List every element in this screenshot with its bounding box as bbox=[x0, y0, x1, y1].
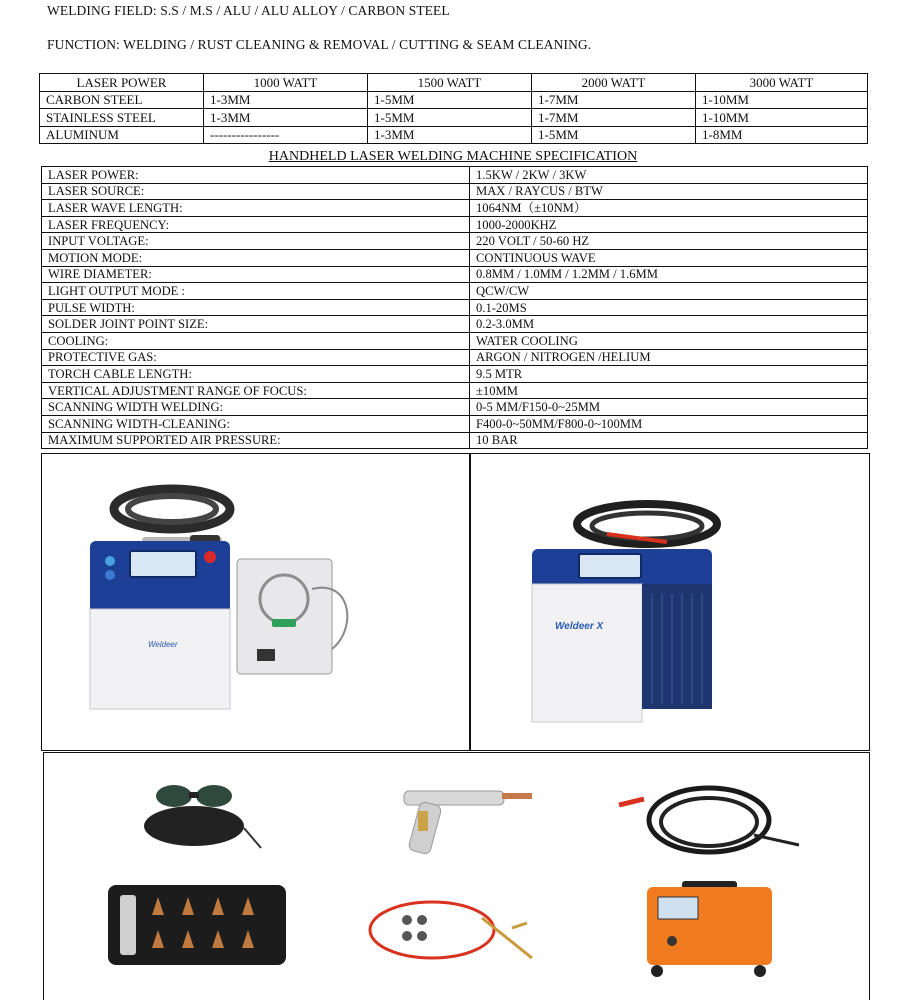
spec-value: 9.5 MTR bbox=[470, 366, 868, 383]
spec-value: 0.8MM / 1.0MM / 1.2MM / 1.6MM bbox=[470, 266, 868, 283]
thickness-cell: 1-7MM bbox=[532, 91, 696, 109]
spec-row bbox=[42, 200, 868, 217]
spec-key: MOTION MODE: bbox=[42, 249, 470, 266]
spec-title: HANDHELD LASER WELDING MACHINE SPECIFICATION bbox=[268, 149, 638, 164]
power-table-row bbox=[40, 109, 868, 127]
thickness-cell: 1-3MM bbox=[204, 91, 368, 109]
spec-value: ARGON / NITROGEN /HELIUM bbox=[470, 349, 868, 366]
accessories-panel bbox=[43, 752, 870, 1000]
power-header-cell: 3000 WATT bbox=[696, 74, 868, 92]
thickness-cell: 1-3MM bbox=[204, 109, 368, 127]
wire-liner-image bbox=[362, 888, 542, 973]
spec-row bbox=[42, 299, 868, 316]
spec-key: VERTICAL ADJUSTMENT RANGE OF FOCUS: bbox=[42, 382, 470, 399]
spec-value: MAX / RAYCUS / BTW bbox=[470, 183, 868, 200]
spec-key: LASER FREQUENCY: bbox=[42, 216, 470, 233]
spec-table bbox=[41, 166, 868, 449]
spec-key: PULSE WIDTH: bbox=[42, 299, 470, 316]
spec-key: SCANNING WIDTH-CLEANING: bbox=[42, 415, 470, 432]
spec-value: 0.1-20MS bbox=[470, 299, 868, 316]
spec-row bbox=[42, 415, 868, 432]
material-cell: STAINLESS STEEL bbox=[40, 109, 204, 127]
spec-value: 10 BAR bbox=[470, 432, 868, 449]
spec-row bbox=[42, 249, 868, 266]
spec-row bbox=[42, 316, 868, 333]
spec-value: 1.5KW / 2KW / 3KW bbox=[470, 167, 868, 184]
thickness-cell: 1-5MM bbox=[532, 126, 696, 144]
material-cell: CARBON STEEL bbox=[40, 91, 204, 109]
spec-key: LASER POWER: bbox=[42, 167, 470, 184]
spec-row bbox=[42, 432, 868, 449]
power-header-cell: 1500 WATT bbox=[368, 74, 532, 92]
power-table-row bbox=[40, 126, 868, 144]
laser-power-table bbox=[39, 73, 868, 144]
function-line: FUNCTION: WELDING / RUST CLEANING & REMOVAL / CUTTING & SEAM CLEANING. bbox=[47, 37, 592, 52]
spec-row bbox=[42, 167, 868, 184]
thickness-cell: 1-3MM bbox=[368, 126, 532, 144]
nozzle-kit-image bbox=[108, 885, 288, 967]
thickness-cell: 1-5MM bbox=[368, 91, 532, 109]
spec-row bbox=[42, 183, 868, 200]
power-header-cell: LASER POWER bbox=[40, 74, 204, 92]
spec-row bbox=[42, 233, 868, 250]
thickness-cell: ---------------- bbox=[204, 126, 368, 144]
spec-value: 220 VOLT / 50-60 HZ bbox=[470, 233, 868, 250]
spec-key: SCANNING WIDTH WELDING: bbox=[42, 399, 470, 416]
spec-value: F400-0~50MM/F800-0~100MM bbox=[470, 415, 868, 432]
spec-row bbox=[42, 349, 868, 366]
spec-key: LASER WAVE LENGTH: bbox=[42, 200, 470, 217]
safety-goggles-image bbox=[139, 778, 269, 853]
spec-value: QCW/CW bbox=[470, 283, 868, 300]
spec-row bbox=[42, 216, 868, 233]
spec-value: 1000-2000KHZ bbox=[470, 216, 868, 233]
spec-row bbox=[42, 283, 868, 300]
spec-value: WATER COOLING bbox=[470, 332, 868, 349]
spec-row bbox=[42, 399, 868, 416]
spec-row bbox=[42, 332, 868, 349]
power-table-row bbox=[40, 91, 868, 109]
spec-value: 0.2-3.0MM bbox=[470, 316, 868, 333]
thickness-cell: 1-10MM bbox=[696, 91, 868, 109]
spec-key: TORCH CABLE LENGTH: bbox=[42, 366, 470, 383]
spec-value: 0-5 MM/F150-0~25MM bbox=[470, 399, 868, 416]
ground-cable-image bbox=[614, 775, 804, 865]
spec-key: WIRE DIAMETER: bbox=[42, 266, 470, 283]
svg-text:Weldeer: Weldeer bbox=[148, 640, 178, 649]
spec-key: LIGHT OUTPUT MODE : bbox=[42, 283, 470, 300]
material-cell: ALUMINUM bbox=[40, 126, 204, 144]
spec-value: 1064NM（±10NM） bbox=[470, 200, 868, 217]
welding-torch-image bbox=[384, 781, 544, 866]
spec-key: LASER SOURCE: bbox=[42, 183, 470, 200]
wire-feeder-image bbox=[642, 881, 777, 979]
welding-field-line: WELDING FIELD: S.S / M.S / ALU / ALU ALLOY / CARBON STEEL bbox=[47, 3, 450, 18]
spec-key: INPUT VOLTAGE: bbox=[42, 233, 470, 250]
power-table-header-row bbox=[40, 74, 868, 92]
spec-row bbox=[42, 266, 868, 283]
thickness-cell: 1-10MM bbox=[696, 109, 868, 127]
spec-row bbox=[42, 366, 868, 383]
spec-value: CONTINUOUS WAVE bbox=[470, 249, 868, 266]
machine-photos-panel bbox=[41, 453, 870, 751]
thickness-cell: 1-5MM bbox=[368, 109, 532, 127]
spec-key: MAXIMUM SUPPORTED AIR PRESSURE: bbox=[42, 432, 470, 449]
spec-key: SOLDER JOINT POINT SIZE: bbox=[42, 316, 470, 333]
power-header-cell: 2000 WATT bbox=[532, 74, 696, 92]
power-header-cell: 1000 WATT bbox=[204, 74, 368, 92]
spec-key: PROTECTIVE GAS: bbox=[42, 349, 470, 366]
spec-value: ±10MM bbox=[470, 382, 868, 399]
spec-key: COOLING: bbox=[42, 332, 470, 349]
thickness-cell: 1-8MM bbox=[696, 126, 868, 144]
welder-with-feeder-image bbox=[82, 479, 402, 719]
welder-machine-image bbox=[527, 494, 727, 734]
spec-row bbox=[42, 382, 868, 399]
photo-divider bbox=[469, 454, 471, 750]
svg-text:Weldeer X: Weldeer X bbox=[555, 621, 604, 632]
thickness-cell: 1-7MM bbox=[532, 109, 696, 127]
